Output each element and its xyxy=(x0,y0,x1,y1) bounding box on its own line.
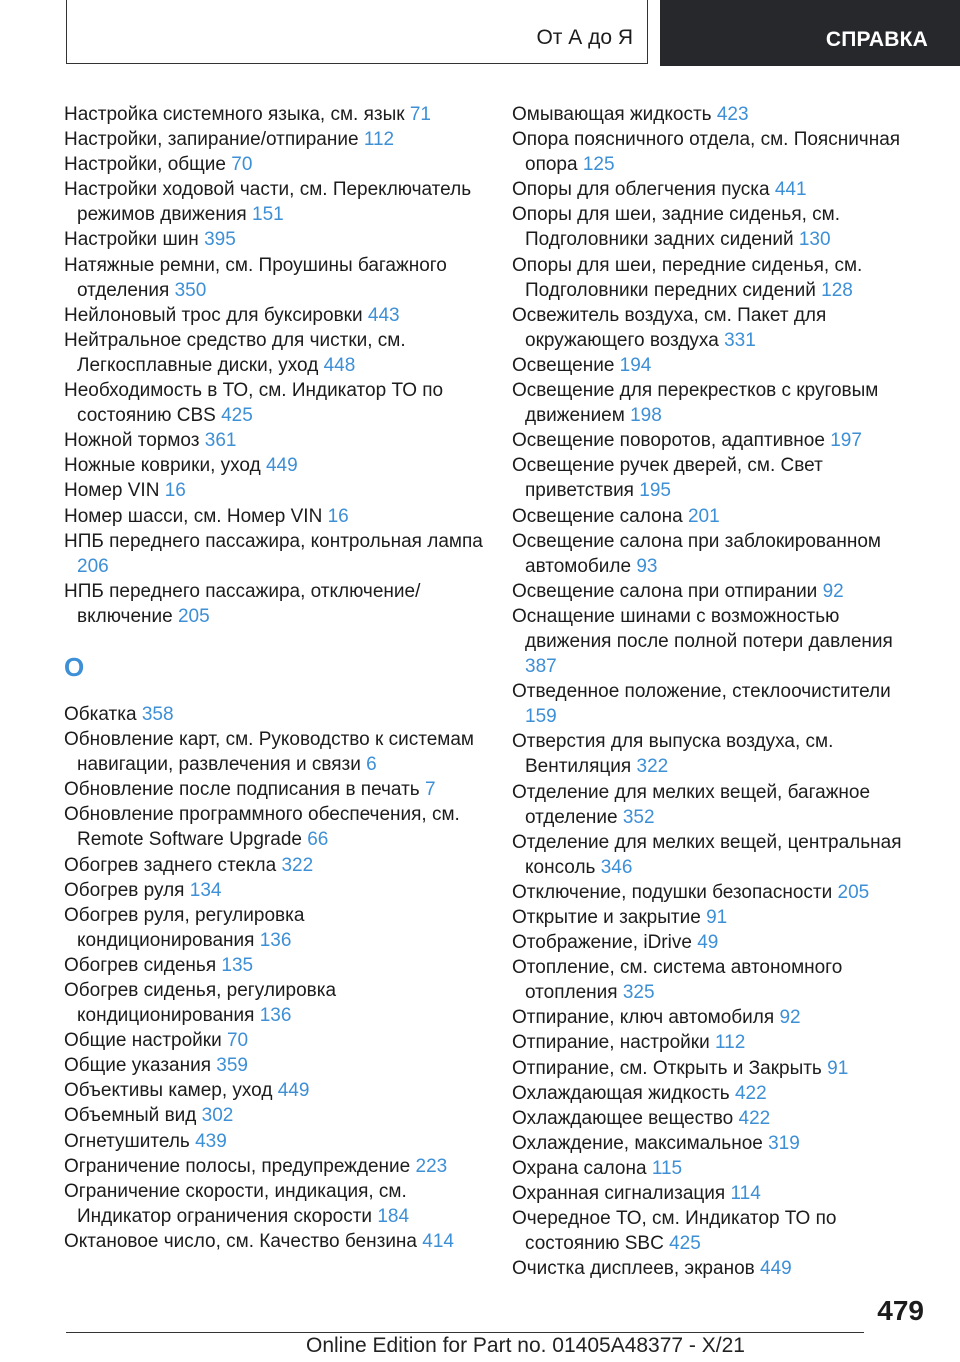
index-entry xyxy=(64,702,484,727)
page-link[interactable]: 358 xyxy=(141,703,174,725)
index-entry-text: Ограничение полосы, предупреждение xyxy=(64,1155,411,1177)
index-entry-text: Обогрев сиденья, регулировка кондиционирования xyxy=(64,980,337,1027)
page-link[interactable]: 92 xyxy=(822,580,844,602)
index-entry-text: Освежитель воздуха, см. Пакет для окружающего воздуха xyxy=(512,304,827,351)
page-link[interactable]: 115 xyxy=(651,1157,683,1179)
index-entry-text: Отопление, см. система автономного отопления xyxy=(512,957,843,1004)
index-entry xyxy=(64,328,484,378)
index-entry xyxy=(64,802,484,852)
index-entry-text: Обогрев заднего стекла xyxy=(64,854,277,876)
page-link[interactable]: 70 xyxy=(231,154,253,176)
index-entry-text: Огнетушитель xyxy=(64,1130,190,1152)
index-entry xyxy=(64,903,484,953)
index-entry xyxy=(64,1129,484,1154)
index-entry-text: Отпирание, настройки xyxy=(512,1032,710,1054)
index-entry xyxy=(512,1206,927,1256)
index-entry-text: Очередное ТО, см. Индикатор ТО по состоянию SBC xyxy=(512,1208,837,1255)
index-entry-text: Опоры для облегчения пуска xyxy=(512,179,770,201)
index-entry-text: Ножной тормоз xyxy=(64,430,200,452)
index-entry xyxy=(64,303,484,328)
index-entry-text: Освещение салона xyxy=(512,505,683,527)
index-entry-text: Освещение для перекрестков с круговым движением xyxy=(512,380,879,427)
page-link[interactable]: 423 xyxy=(716,104,749,125)
index-entry-text: Октановое число, см. Качество бензина xyxy=(64,1230,417,1252)
index-entry xyxy=(64,1053,484,1078)
page-link[interactable]: 201 xyxy=(687,505,720,527)
page-link[interactable]: 112 xyxy=(714,1032,746,1054)
index-entry-text: Отверстия для выпуска воздуха, см. Вентиляция xyxy=(512,731,834,778)
page-link[interactable]: 7 xyxy=(424,779,436,801)
index-entry-text: Отделение для мелких вещей, багажное отделение xyxy=(512,781,871,828)
page-link[interactable]: 352 xyxy=(622,806,655,828)
page-link[interactable]: 136 xyxy=(259,929,292,951)
page-link[interactable]: 159 xyxy=(525,706,557,728)
index-entry-text: Настройки ходовой части, см. Переключатель режимов движения xyxy=(64,179,472,226)
page-link[interactable]: 322 xyxy=(636,756,669,778)
page-link[interactable]: 322 xyxy=(281,854,314,876)
index-entry xyxy=(512,1156,927,1181)
index-entry-text: Освещение поворотов, адаптивное xyxy=(512,430,825,452)
page-link[interactable]: 425 xyxy=(221,405,253,427)
index-entry xyxy=(64,227,484,252)
page-link[interactable]: 319 xyxy=(768,1132,800,1154)
page-link[interactable]: 70 xyxy=(226,1030,249,1052)
page-link[interactable]: 346 xyxy=(600,856,633,878)
index-entry-text: Освещение салона при отпирании xyxy=(512,580,818,602)
page-link[interactable]: 6 xyxy=(366,754,377,776)
page-link[interactable]: 425 xyxy=(669,1233,701,1255)
index-entry xyxy=(512,679,927,729)
index-entry xyxy=(64,777,484,802)
index-entry-text: Охлаждающая жидкость xyxy=(512,1082,730,1104)
index-entry-text: НПБ переднего пассажира, отключение/включение xyxy=(64,580,421,627)
page-link[interactable]: 135 xyxy=(221,954,254,976)
index-entry xyxy=(512,202,927,252)
page-link[interactable]: 439 xyxy=(195,1130,227,1152)
index-entry xyxy=(64,428,484,453)
index-entry xyxy=(64,453,484,478)
index-entry xyxy=(64,853,484,878)
index-entry xyxy=(64,579,484,629)
page-link[interactable]: 395 xyxy=(204,229,236,251)
index-entry-text: Охранная сигнализация xyxy=(512,1183,726,1205)
page-link[interactable]: 361 xyxy=(204,430,237,452)
index-entry xyxy=(512,1081,927,1106)
index-group-after xyxy=(64,702,484,1254)
index-entry-text: Общие указания xyxy=(64,1055,212,1077)
index-entry xyxy=(64,152,484,177)
index-entry-text: Обновление карт, см. Руководство к системам навигации, развлечения и связи xyxy=(64,729,474,776)
index-entry-text: Освещение салона при заблокированном автомобиле xyxy=(512,530,881,577)
index-entry xyxy=(64,102,484,127)
page-link[interactable]: 449 xyxy=(760,1258,792,1280)
index-entry xyxy=(512,529,927,579)
index-entry xyxy=(512,880,927,905)
index-entry-text: Обновление программного обеспечения, см. Remote Software Upgrade xyxy=(64,804,460,851)
index-entry-text: Опоры для шеи, передние сиденья, см. Подголовники передних сидений xyxy=(512,254,863,301)
index-entry-text: Отпирание, см. Открыть и Закрыть xyxy=(512,1057,822,1079)
index-entry-text: Ножные коврики, уход xyxy=(64,455,261,477)
index-entry xyxy=(512,102,927,127)
index-entry xyxy=(64,1179,484,1229)
tab-reference-label: СПРАВКА xyxy=(825,28,928,51)
page-link[interactable]: 205 xyxy=(837,881,870,903)
index-entry-text: Открытие и закрытие xyxy=(512,907,701,928)
index-entry xyxy=(512,930,927,955)
index-entry-text: Настройки, общие xyxy=(64,154,226,176)
page-link[interactable]: 449 xyxy=(265,455,298,477)
index-entry-text: Нейлоновый трос для буксировки xyxy=(64,304,363,326)
page-link[interactable]: 66 xyxy=(307,829,329,851)
page-link[interactable]: 195 xyxy=(639,480,671,502)
page-link[interactable]: 359 xyxy=(216,1055,248,1077)
page-link[interactable]: 91 xyxy=(827,1057,849,1079)
index-entry xyxy=(64,878,484,903)
index-entry-text: Охлаждающее вещество xyxy=(512,1107,734,1129)
page-link[interactable]: 114 xyxy=(730,1183,761,1205)
index-entry xyxy=(512,955,927,1005)
page-link[interactable]: 112 xyxy=(363,129,395,151)
page-link[interactable]: 325 xyxy=(622,982,655,1004)
footer-edition: Online Edition for Part no. 01405A48377 - X/21 xyxy=(306,1334,745,1357)
index-entry xyxy=(512,353,927,378)
page-link[interactable]: 302 xyxy=(201,1105,234,1127)
index-entry xyxy=(64,953,484,978)
index-entry xyxy=(512,1181,927,1206)
index-entry-text: Настройка системного языка, см. язык xyxy=(64,104,405,125)
index-entry xyxy=(512,253,927,303)
index-entry-text: Опоры для шеи, задние сиденья, см. Подголовники задних сидений xyxy=(512,204,841,251)
index-entry xyxy=(64,978,484,1028)
page-link[interactable]: 93 xyxy=(636,555,658,577)
page-number: 479 xyxy=(877,1295,924,1326)
footer-divider xyxy=(66,1332,864,1333)
index-entry-text: Отключение, подушки безопасности xyxy=(512,881,833,903)
index-entry-text: Необходимость в ТО, см. Индикатор ТО по состоянию CBS xyxy=(64,380,444,427)
page-link[interactable]: 422 xyxy=(738,1107,771,1129)
index-entry-text: Ограничение скорости, индикация, см. Индикатор ограничения скорости xyxy=(64,1180,407,1227)
page-link[interactable]: 197 xyxy=(830,430,862,452)
index-entry-text: Объективы камер, уход xyxy=(64,1080,273,1102)
index-entry xyxy=(64,727,484,777)
index-entry xyxy=(512,579,927,604)
page-link[interactable]: 350 xyxy=(174,279,207,301)
index-entry xyxy=(64,1229,484,1254)
index-entry xyxy=(512,830,927,880)
index-entry-text: Охлаждение, максимальное xyxy=(512,1132,763,1154)
index-entry-text: Омывающая жидкость xyxy=(512,104,712,125)
tab-reference[interactable] xyxy=(660,0,960,66)
page-link[interactable]: 448 xyxy=(323,354,356,376)
index-entry xyxy=(512,127,927,177)
page-link[interactable]: 331 xyxy=(724,329,756,351)
index-entry xyxy=(512,1106,927,1131)
index-entry xyxy=(64,1078,484,1103)
index-entry-text: Освещение xyxy=(512,354,615,376)
index-entry-text: Отпирание, ключ автомобиля xyxy=(512,1007,775,1029)
index-entry xyxy=(512,1256,927,1281)
page-link[interactable]: 223 xyxy=(415,1155,448,1177)
index-entry-text: Натяжные ремни, см. Проушины багажного отделения xyxy=(64,254,447,301)
page-header xyxy=(0,0,960,66)
index-entry xyxy=(512,428,927,453)
index-entry xyxy=(64,1103,484,1128)
index-column-left xyxy=(64,102,484,1254)
index-entry xyxy=(64,1154,484,1179)
index-entry-text: Обновление после подписания в печать xyxy=(64,779,420,801)
page-link[interactable]: 184 xyxy=(377,1205,410,1227)
index-entry-text: Объемный вид xyxy=(64,1105,197,1127)
index-entry-text: Оснащение шинами с возможностью движения после полной потери давления xyxy=(512,605,893,652)
index-group-before xyxy=(64,102,484,629)
index-entry xyxy=(64,1028,484,1053)
index-entry-text: Настройки шин xyxy=(64,229,199,251)
index-entry-text: Настройки, запирание/отпирание xyxy=(64,129,359,151)
page-link[interactable]: 49 xyxy=(697,932,719,954)
page-link[interactable]: 16 xyxy=(327,505,349,527)
index-entry xyxy=(512,303,927,353)
index-entry xyxy=(512,780,927,830)
page-link[interactable]: 16 xyxy=(164,480,186,502)
page-link[interactable]: 422 xyxy=(734,1082,767,1104)
index-entry xyxy=(512,1056,927,1081)
index-column-right xyxy=(512,102,927,1281)
index-entry xyxy=(512,1131,927,1156)
index-entry xyxy=(64,177,484,227)
index-entry-text: Освещение ручек дверей, см. Свет приветствия xyxy=(512,455,823,502)
index-entry xyxy=(512,378,927,428)
index-entry-text: Очистка дисплеев, экранов xyxy=(512,1258,755,1280)
index-entry xyxy=(64,529,484,579)
index-entry xyxy=(512,504,927,529)
page-link[interactable]: 92 xyxy=(779,1007,801,1029)
section-letter: О xyxy=(64,651,85,682)
index-entry-text: Отображение, iDrive xyxy=(512,932,692,954)
index-entry xyxy=(512,453,927,503)
page-link[interactable]: 130 xyxy=(798,229,831,251)
index-entry xyxy=(64,253,484,303)
page-link[interactable]: 443 xyxy=(367,304,400,326)
index-entry-text: Общие настройки xyxy=(64,1030,222,1052)
index-entry xyxy=(64,478,484,503)
index-entry-text: Опора поясничного отдела, см. Поясничная опора xyxy=(512,129,901,176)
index-entry-text: Обогрев сиденья xyxy=(64,954,217,976)
page-link[interactable]: 151 xyxy=(252,204,284,226)
index-entry-text: Номер VIN xyxy=(64,480,160,502)
index-entry xyxy=(512,905,927,930)
index-entry-text: Номер шасси, см. Номер VIN xyxy=(64,505,323,527)
tab-a-to-z[interactable] xyxy=(66,0,648,64)
index-entry-text: Обкатка xyxy=(64,703,137,725)
page-link[interactable]: 441 xyxy=(774,179,807,201)
page-link[interactable]: 194 xyxy=(619,354,652,376)
index-entry xyxy=(512,1030,927,1055)
index-entry xyxy=(512,177,927,202)
index-entry xyxy=(64,504,484,529)
index-entry-text: НПБ переднего пассажира, контрольная лампа xyxy=(64,530,483,552)
index-entry xyxy=(512,1005,927,1030)
page-link[interactable]: 205 xyxy=(177,605,210,627)
index-entry xyxy=(512,604,927,679)
tab-a-to-z-label: От А до Я xyxy=(536,26,633,49)
index-entry-text: Нейтральное средство для чистки, см. Легкосплавные диски, уход xyxy=(64,329,406,376)
index-entry-text: Отведенное положение, стеклоочистители xyxy=(512,681,891,703)
page-link[interactable]: 198 xyxy=(630,405,662,427)
index-entry-text: Обогрев руля xyxy=(64,879,185,901)
page-link[interactable]: 449 xyxy=(277,1080,310,1102)
page-link[interactable]: 128 xyxy=(821,279,853,301)
index-entry xyxy=(64,378,484,428)
page-link[interactable]: 125 xyxy=(582,154,615,176)
index-group-right xyxy=(512,102,927,1281)
index-entry-text: Охрана салона xyxy=(512,1157,647,1179)
index-entry-text: Обогрев руля, регулировка кондиционирования xyxy=(64,904,305,951)
page-link[interactable]: 136 xyxy=(259,1005,292,1027)
page-link[interactable]: 206 xyxy=(77,555,109,577)
index-entry xyxy=(64,127,484,152)
page-link[interactable]: 91 xyxy=(706,907,728,928)
page-link[interactable]: 414 xyxy=(422,1230,454,1252)
index-entry-text: Отделение для мелких вещей, центральная консоль xyxy=(512,831,902,878)
page-link[interactable]: 134 xyxy=(189,879,222,901)
page-link[interactable]: 387 xyxy=(525,656,557,678)
page-link[interactable]: 71 xyxy=(409,104,431,125)
index-entry xyxy=(512,729,927,779)
